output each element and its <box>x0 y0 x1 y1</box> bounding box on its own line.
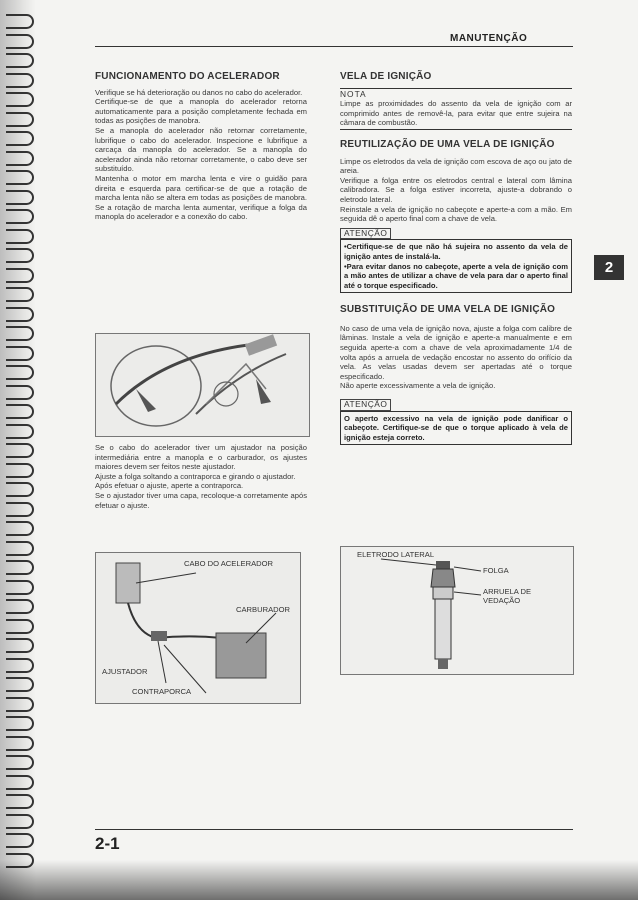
spark-plug-section-title: VELA DE IGNIÇÃO <box>340 71 432 82</box>
binding-ring <box>6 794 34 809</box>
binding-ring <box>6 677 34 692</box>
binding-ring <box>6 268 34 283</box>
binding-ring <box>6 346 34 361</box>
replace-paragraph-2: Não aperte excessivamente a vela de ignição. <box>340 381 496 391</box>
binding-ring <box>6 287 34 302</box>
caution-label-1: ATENÇÃO <box>340 228 391 240</box>
caution-box-1 <box>340 239 572 293</box>
reuse-paragraph-3: Reinstale a vela de ignição no cabeçote e aperte-a com a mão. Em seguida dê o aperto final com a chave de vela. <box>340 204 572 224</box>
page-bottom-shadow <box>0 860 638 900</box>
throttle-paragraph-7: Após efetuar o ajuste, aperte a contraporca. <box>95 481 244 491</box>
binding-ring <box>6 34 34 49</box>
throttle-paragraph-5: Se o cabo do acelerador tiver um ajustador na posição intermediária entre a manopla e o carburador, os ajustes maiores devem ser feitos neste ajustador. <box>95 443 307 472</box>
binding-ring <box>6 385 34 400</box>
binding-ring <box>6 151 34 166</box>
throttle-paragraph-4: Mantenha o motor em marcha lenta e vire o guidão para direita e esquerda para certificar-se de que a rotação de marcha lenta não se altera em todas as posições de manobra. Se a rotação de marcha lenta aumentar, verifique a folga da manopla do acelerador e a conexão do cabo. <box>95 173 307 222</box>
throttle-paragraph-6: Ajuste a folga soltando a contraporca e girando o ajustador. <box>95 471 296 481</box>
label-sealing-washer: ARRUELA DE VEDAÇÃO <box>483 587 532 605</box>
caution-text-1: •Certifique-se de que não há sujeira no assento da vela de ignição antes de instalá-la. <box>344 242 568 261</box>
binding-ring <box>6 599 34 614</box>
label-carburetor: CARBURADOR <box>236 605 291 614</box>
binding-ring <box>6 619 34 634</box>
reuse-paragraph-2: Verifique a folga entre os eletrodos central e lateral com lâmina calibradora. Se a folga estiver incorreta, ajuste-a dobrando o eletrodo lateral. <box>340 175 572 204</box>
binding-ring <box>6 482 34 497</box>
caution-label-2: ATENÇÃO <box>340 399 391 411</box>
binding-ring <box>6 404 34 419</box>
binding-ring <box>6 73 34 88</box>
throttle-cable-figure <box>95 552 301 704</box>
binding-ring <box>6 638 34 653</box>
spark-plug-figure <box>340 546 574 675</box>
page-number: 2-1 <box>95 834 120 853</box>
binding-ring <box>6 716 34 731</box>
note-text: Limpe as proximidades do assento da vela de ignição com ar comprimido antes de removê-la, para evitar que entre sujeira na câmara de combustão. <box>340 99 572 128</box>
handlebar-illustration <box>96 334 309 436</box>
binding-ring <box>6 658 34 673</box>
binding-ring <box>6 170 34 185</box>
caution-text-3: O aperto excessivo na vela de ignição pode danificar o cabeçote. Certifique-se de que o torque aplicado à vela de ignição esteja correto. <box>344 413 568 442</box>
chapter-tab: 2 <box>594 255 624 280</box>
binding-ring <box>6 209 34 224</box>
replace-plug-title: SUBSTITUIÇÃO DE UMA VELA DE IGNIÇÃO <box>340 304 556 316</box>
binding-ring <box>6 14 34 29</box>
binding-ring <box>6 112 34 127</box>
replace-paragraph-1: No caso de uma vela de ignição nova, ajuste a folga com calibre de lâminas. Instale a vela de ignição e aperte-a manualmente e em seguida aperte-a com a chave de vela aproximadamente 1/4 de volta após a arruela de vedação encostar no assento do orifício da vela. As velas usadas devem ser apertadas até o torque especificado. <box>340 323 572 381</box>
label-throttle-cable: CABO DO ACELERADOR <box>184 559 274 568</box>
throttle-cable-illustration <box>96 553 300 703</box>
binding-ring <box>6 443 34 458</box>
throttle-section-title: FUNCIONAMENTO DO ACELERADOR <box>95 71 280 82</box>
reuse-plug-title: REUTILIZAÇÃO DE UMA VELA DE IGNIÇÃO <box>340 138 555 150</box>
binding-ring <box>6 755 34 770</box>
left-column-top <box>95 72 307 222</box>
left-column-middle <box>95 443 307 510</box>
header-rule <box>95 46 573 47</box>
throttle-paragraph-3: Se a manopla do acelerador não retornar corretamente, lubrifique o cabo do acelerador. Inspecione e lubrifique a carcaça da manopla do acelerador. Se a manopla do acelerador ainda não retornar corretamente, o cabo deve ser substituído. <box>95 125 307 174</box>
binding-ring <box>6 775 34 790</box>
binding-ring <box>6 229 34 244</box>
label-adjuster: AJUSTADOR <box>102 667 148 676</box>
binding-ring <box>6 365 34 380</box>
binding-ring <box>6 736 34 751</box>
binding-ring <box>6 92 34 107</box>
binding-ring <box>6 326 34 341</box>
note-box <box>340 88 572 130</box>
binding-ring <box>6 502 34 517</box>
reuse-paragraph-1: Limpe os eletrodos da vela de ignição com escova de aço ou jato de areia. <box>340 156 572 176</box>
binding-ring <box>6 560 34 575</box>
throttle-paragraph-2: Certifique-se de que a manopla do acelerador retorna automaticamente para a posição completamente fechada em todas as posições de manobra. <box>95 97 307 126</box>
binding-ring <box>6 424 34 439</box>
note-label: NOTA <box>340 88 367 99</box>
binding-ring <box>6 248 34 263</box>
footer-rule <box>95 829 573 830</box>
throttle-paragraph-1: Verifique se há deterioração ou danos no cabo do acelerador. <box>95 87 303 97</box>
throttle-paragraph-8: Se o ajustador tiver uma capa, recoloque-a corretamente após efetuar o ajuste. <box>95 490 307 510</box>
binding-ring <box>6 814 34 829</box>
binding-ring <box>6 307 34 322</box>
section-header: MANUTENÇÃO <box>450 33 528 44</box>
binding-ring <box>6 53 34 68</box>
binding-ring <box>6 580 34 595</box>
binding-ring <box>6 541 34 556</box>
binding-ring <box>6 131 34 146</box>
label-side-electrode: ELETRODO LATERAL <box>357 550 435 559</box>
binding-ring <box>6 463 34 478</box>
binding-ring <box>6 833 34 848</box>
caution-box-2 <box>340 411 572 446</box>
spark-plug-illustration <box>341 547 573 674</box>
right-column <box>340 72 572 445</box>
binding-ring <box>6 190 34 205</box>
binding-ring <box>6 697 34 712</box>
label-locknut: CONTRAPORCA <box>132 687 192 696</box>
caution-text-2: •Para evitar danos no cabeçote, aperte a vela de ignição com a mão antes de utilizar a chave de vela para dar o aperto final até o torque especificado. <box>344 261 568 290</box>
handlebar-figure <box>95 333 310 437</box>
binding-ring <box>6 521 34 536</box>
label-gap: FOLGA <box>483 566 509 575</box>
